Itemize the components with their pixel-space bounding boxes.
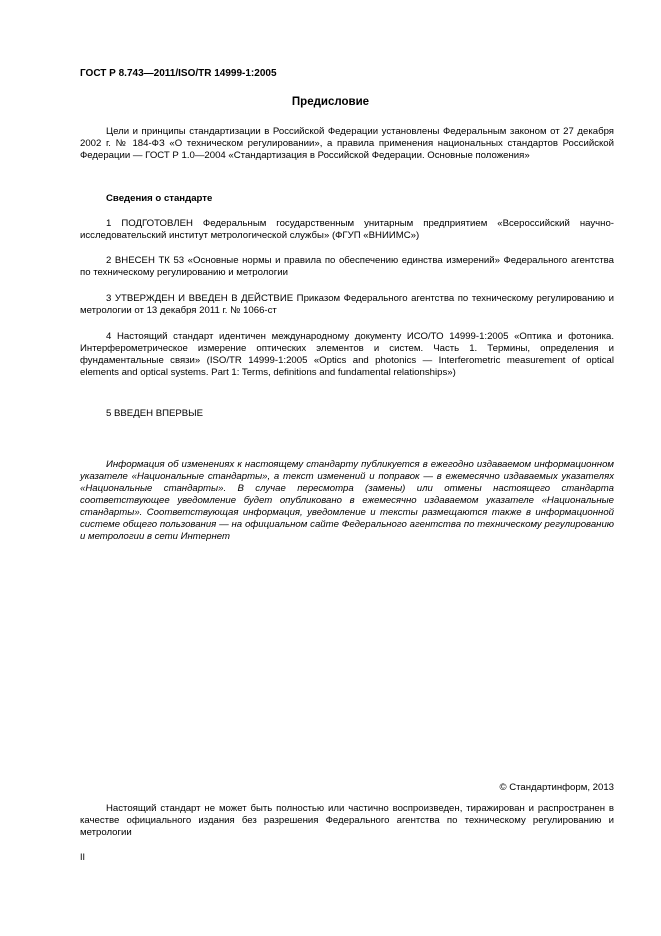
item-3-paragraph: 3 УТВЕРЖДЕН И ВВЕДЕН В ДЕЙСТВИЕ Приказом Федерального агентства по техническому регулированию и метрологии от 13 декабря 2011 г. № 1066-ст	[80, 293, 614, 316]
page-title: Предисловие	[291, 96, 370, 108]
item-2-paragraph: 2 ВНЕСЕН ТК 53 «Основные нормы и правила по обеспечению единства измерений» Федерального агентства по техническому регулированию и метрологии	[80, 255, 614, 278]
reproduction-notice: Настоящий стандарт не может быть полностью или частично воспроизведен, тиражирован и распространен в качестве официального издания без разрешения Федерального агентства по техническому регулированию и метрологии	[80, 803, 614, 838]
copyright-line: © Стандартинформ, 2013	[499, 782, 614, 793]
item-4-paragraph: 4 Настоящий стандарт идентичен международному документу ИСО/ТО 14999-1:2005 «Оптика и фотоника. Интерферометрическое измерение оптических элементов и систем. Часть 1. Термины, определения и фундаментальные связи» (ISO/TR 14999-1:2005 «Optics and photonics — Interferometric measurement of optical elements and optical systems. Part 1: Terms, definitions and fundamental relationships»)	[80, 331, 614, 378]
page-number: II	[80, 852, 86, 862]
intro-paragraph: Цели и принципы стандартизации в Российской Федерации установлены Федеральным законом от 27 декабря 2002 г. № 184-ФЗ «О техническом регулировании», а правила применения национальных стандартов Российской Федерации — ГОСТ Р 1.0—2004 «Стандартизация в Российской Федерации. Основные положения»	[80, 126, 614, 161]
notice-paragraph: Информация об изменениях к настоящему стандарту публикуется в ежегодно издаваемом информационном указателе «Национальные стандарты», а текст изменений и поправок — в ежемесячно издаваемых указателях «Национальные стандарты». В случае пересмотра (замены) или отмены настоящего стандарта соответствующее уведомление будет опубликовано в ежемесячно издаваемом указателе «Национальные стандарты». Соответствующая информация, уведомление и тексты размещаются также в информационной системе общего пользования — на официальном сайте Федерального агентства по техническому регулированию и метрологии в сети Интернет	[80, 459, 614, 542]
info-heading: Сведения о стандарте	[106, 193, 213, 204]
item-5-paragraph: 5 ВВЕДЕН ВПЕРВЫЕ	[106, 408, 204, 419]
item-1-paragraph: 1 ПОДГОТОВЛЕН Федеральным государственным унитарным предприятием «Всероссийский научно-исследовательский институт метрологической службы» (ФГУП «ВНИИМС»)	[80, 218, 614, 241]
document-code-header: ГОСТ Р 8.743—2011/ISO/TR 14999-1:2005	[80, 68, 277, 79]
